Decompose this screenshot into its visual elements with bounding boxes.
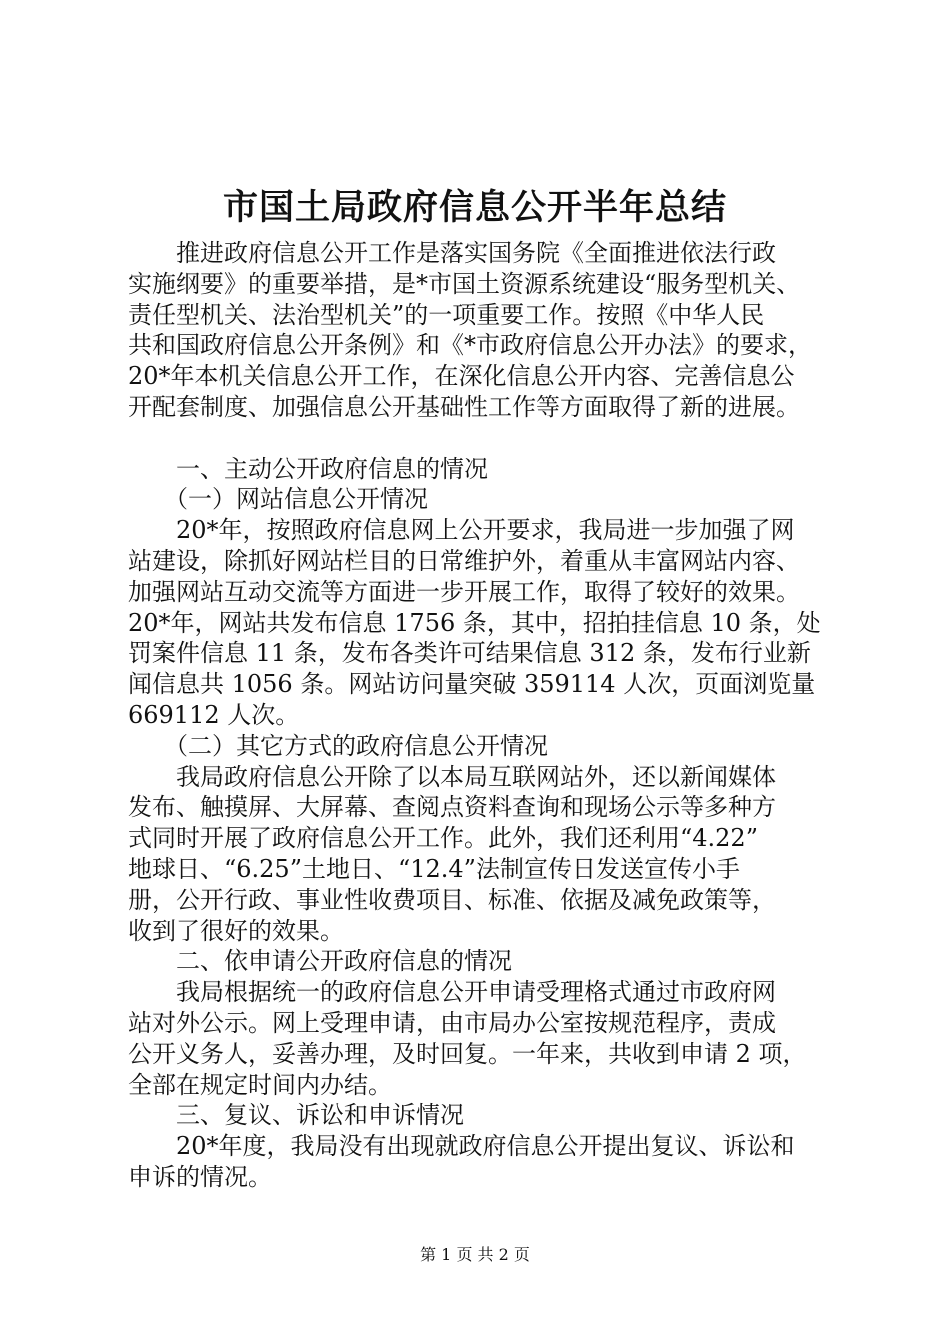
paragraph-line: 责任型机关、法治型机关”的一项重要工作。按照《中华人民 [128, 300, 765, 329]
paragraph-line: 共和国政府信息公开条例》和《*市政府信息公开办法》的要求， [128, 331, 812, 360]
paragraph-gap [128, 423, 848, 454]
paragraph-line: 站建设，除抓好网站栏目的日常维护外，着重从丰富网站内容、 [128, 546, 800, 575]
paragraph-line: 式同时开展了政府信息公开工作。此外，我们还利用“4.22” [128, 824, 758, 853]
paragraph-line: 收到了很好的效果。 [128, 916, 344, 945]
paragraph-line: 申诉的情况。 [128, 1162, 272, 1191]
paragraph-line: 20*年度，我局没有出现就政府信息公开提出复议、诉讼和 [128, 1132, 795, 1161]
paragraph-line: 20*年，网站共发布信息 1756 条，其中，招拍挂信息 10 条，处 [128, 608, 821, 637]
paragraph-line: 我局根据统一的政府信息公开申请受理格式通过市政府网 [128, 978, 776, 1007]
paragraph-line: 我局政府信息公开除了以本局互联网站外，还以新闻媒体 [128, 762, 776, 791]
section-heading: 一、主动公开政府信息的情况 [128, 454, 488, 483]
paragraph-line: 推进政府信息公开工作是落实国务院《全面推进依法行政 [128, 239, 776, 267]
paragraph-line: 册，公开行政、事业性收费项目、标准、依据及减免政策等， [128, 885, 776, 914]
subsection-heading: （一）网站信息公开情况 [128, 485, 428, 514]
paragraph-line: 闻信息共 1056 条。网站访问量突破 359114 人次，页面浏览量 [128, 670, 816, 699]
page-number: 第 1 页 共 2 页 [420, 1245, 530, 1264]
paragraph-line: 669112 人次。 [128, 700, 300, 729]
section-heading: 二、依申请公开政府信息的情况 [128, 947, 512, 976]
section-heading: 三、复议、诉讼和申诉情况 [128, 1101, 464, 1130]
paragraph-line: 全部在规定时间内办结。 [128, 1070, 392, 1099]
document-body [128, 238, 848, 1193]
paragraph-line: 罚案件信息 11 条，发布各类许可结果信息 312 条，发布行业新 [128, 639, 811, 668]
paragraph-line: 公开义务人，妥善办理，及时回复。一年来，共收到申请 2 项， [128, 1039, 807, 1068]
paragraph-line: 站对外公示。网上受理申请，由市局办公室按规范程序，责成 [128, 1008, 776, 1037]
subsection-heading: （二）其它方式的政府信息公开情况 [128, 731, 548, 760]
paragraph-line: 实施纲要》的重要举措，是*市国土资源系统建设“服务型机关、 [128, 269, 801, 298]
paragraph-line: 发布、触摸屏、大屏幕、查阅点资料查询和现场公示等多种方 [128, 793, 776, 822]
paragraph-line: 开配套制度、加强信息公开基础性工作等方面取得了新的进展。 [128, 392, 800, 421]
paragraph-line: 20*年本机关信息公开工作，在深化信息公开内容、完善信息公 [128, 362, 795, 391]
paragraph-line: 20*年，按照政府信息网上公开要求，我局进一步加强了网 [128, 516, 795, 545]
paragraph-line: 加强网站互动交流等方面进一步开展工作，取得了较好的效果。 [128, 577, 800, 606]
document-title: 市国土局政府信息公开半年总结 [222, 187, 727, 228]
paragraph-line: 地球日、“6.25”土地日、“12.4”法制宣传日发送宣传小手 [128, 854, 740, 883]
